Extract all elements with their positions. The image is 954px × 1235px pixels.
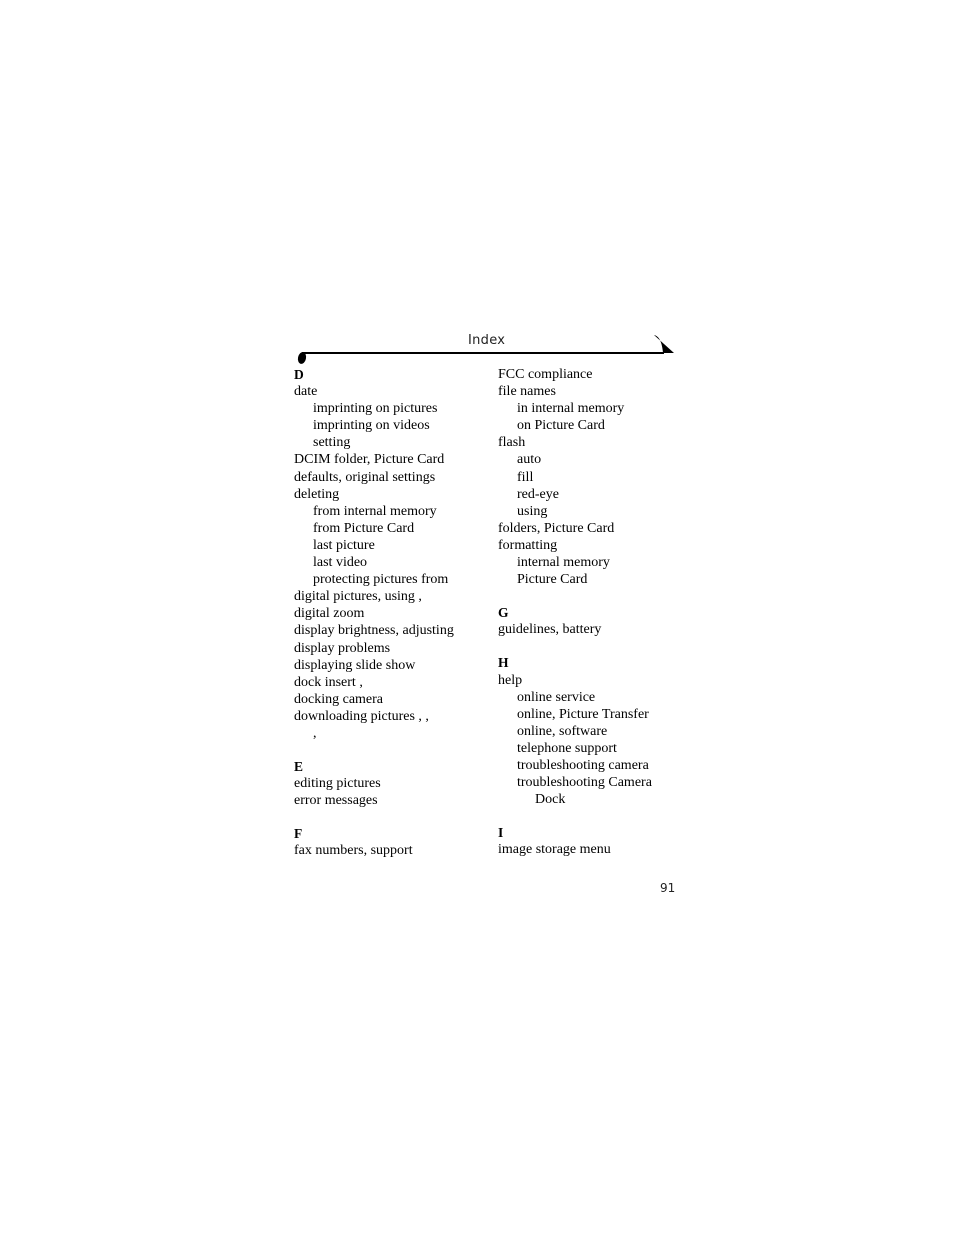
index-section xyxy=(294,825,494,859)
section-letter: E xyxy=(294,759,304,775)
index-subentry: , xyxy=(313,725,317,741)
index-section xyxy=(294,758,494,809)
index-subentry: imprinting on videos xyxy=(313,418,430,434)
index-entry: file names xyxy=(498,384,556,400)
index-subentry: from internal memory xyxy=(313,503,437,519)
index-subentry: from Picture Card xyxy=(313,520,415,536)
section-letter: H xyxy=(498,655,509,671)
index-column-left xyxy=(294,366,494,860)
index-entry: error messages xyxy=(294,793,378,809)
header-title: Index xyxy=(468,333,506,348)
index-subentry: troubleshooting Camera xyxy=(517,775,652,791)
index-section xyxy=(498,366,698,588)
index-entry: image storage menu xyxy=(498,842,611,858)
index-entry: DCIM folder, Picture Card xyxy=(294,452,445,468)
index-subentry: fill xyxy=(517,469,534,485)
index-entry: display problems xyxy=(294,640,391,656)
index-subentry: protecting pictures from xyxy=(313,572,449,588)
index-subentry: online service xyxy=(517,689,596,705)
index-subentry: auto xyxy=(517,452,542,468)
index-subentry: online, software xyxy=(517,723,608,739)
index-section xyxy=(294,366,494,742)
index-subentry: in internal memory xyxy=(517,401,625,417)
index-entry: date xyxy=(294,384,318,400)
index-section xyxy=(498,824,698,858)
index-entry: digital zoom xyxy=(294,606,365,622)
section-letter: F xyxy=(294,826,303,842)
index-entry: dock insert , xyxy=(294,674,363,690)
page-header xyxy=(296,333,678,357)
index-subentry: Dock xyxy=(535,792,566,808)
index-entry: editing pictures xyxy=(294,776,381,792)
header-rule xyxy=(302,352,664,354)
index-subentry: using xyxy=(517,503,548,519)
index-column-right xyxy=(498,366,698,858)
index-section xyxy=(498,604,698,638)
index-subentry: telephone support xyxy=(517,740,617,756)
index-entry: folders, Picture Card xyxy=(498,520,615,536)
index-subentry: last video xyxy=(313,555,368,571)
index-entry: guidelines, battery xyxy=(498,622,602,638)
index-entry: help xyxy=(498,672,523,688)
index-subentry: troubleshooting camera xyxy=(517,757,649,773)
section-letter: I xyxy=(498,825,504,841)
index-entry: display brightness, adjusting xyxy=(294,623,454,639)
index-entry: deleting xyxy=(294,486,340,502)
index-subentry: internal memory xyxy=(517,555,610,571)
section-letter: G xyxy=(498,605,509,621)
section-letter: D xyxy=(294,367,304,382)
page-number: 91 xyxy=(660,881,676,895)
index-subentry: online, Picture Transfer xyxy=(517,706,649,722)
index-entry: fax numbers, support xyxy=(294,843,413,859)
header-arrow-icon xyxy=(654,334,676,354)
index-subentry: last picture xyxy=(313,537,375,553)
index-entry: downloading pictures , , xyxy=(294,708,429,724)
index-entry: displaying slide show xyxy=(294,657,416,673)
index-entry: digital pictures, using , xyxy=(294,589,422,605)
index-subentry: on Picture Card xyxy=(517,418,605,434)
index-entry: flash xyxy=(498,435,526,451)
index-subentry: Picture Card xyxy=(517,572,588,588)
index-entry: FCC compliance xyxy=(498,367,593,382)
index-subentry: setting xyxy=(313,435,351,451)
index-subentry: red-eye xyxy=(517,486,559,502)
index-entry: formatting xyxy=(498,537,558,553)
index-entry: docking camera xyxy=(294,691,384,707)
index-entry: defaults, original settings xyxy=(294,469,436,485)
index-subentry: imprinting on pictures xyxy=(313,401,438,417)
index-section xyxy=(498,654,698,808)
